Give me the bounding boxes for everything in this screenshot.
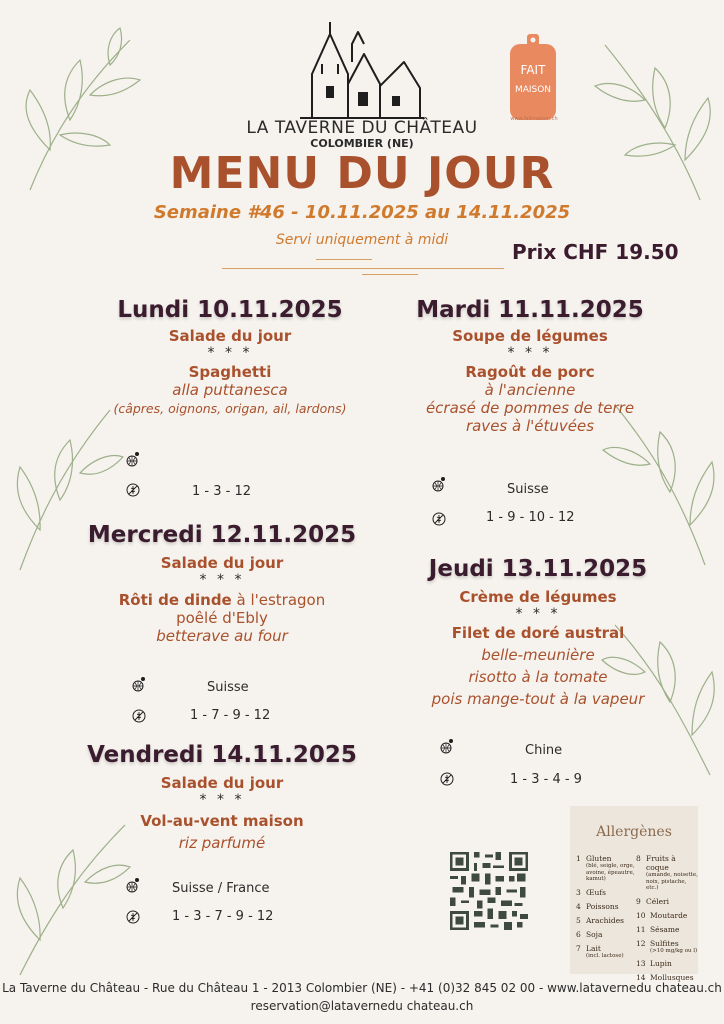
allergen-item xyxy=(636,897,698,906)
dish-detail: raves à l'étuvées xyxy=(465,417,595,435)
allergen-item xyxy=(636,911,698,920)
allergen-icon xyxy=(439,771,455,787)
allergen-num: 3 xyxy=(576,887,581,897)
served-note: Servi uniquement à midi xyxy=(275,232,449,248)
allergen-name: Sésame xyxy=(650,924,680,934)
dish-detail: (câpres, oignons, origan, ail, lardons) xyxy=(113,401,347,416)
globe-pin-icon xyxy=(431,476,447,492)
allergen-num: 7 xyxy=(576,943,581,953)
starter: Soupe de légumes xyxy=(452,327,608,345)
allergen-icon xyxy=(125,909,141,925)
badge-url: www.faitmaison.ch xyxy=(510,116,558,122)
allergen-item xyxy=(576,888,638,897)
allergen-name: Lait xyxy=(586,943,601,953)
day-title: Jeudi 13.11.2025 xyxy=(428,556,648,582)
allergen-name: Céleri xyxy=(646,896,669,906)
allergen-item xyxy=(576,902,638,911)
allergen-entry xyxy=(646,854,698,892)
allergen-icon xyxy=(131,708,147,724)
globe-pin-icon xyxy=(439,738,455,754)
starter: Crème de légumes xyxy=(459,588,617,606)
globe-pin-icon xyxy=(131,676,147,692)
main-dish-line xyxy=(72,590,372,609)
allergen-num: 6 xyxy=(576,929,581,939)
allergen-item xyxy=(576,930,638,939)
main-dish: Rôti de dinde xyxy=(118,591,232,609)
allergen-entry xyxy=(586,854,638,883)
allergen-num: 13 xyxy=(636,959,646,969)
week-range: Semaine #46 - 10.11.2025 au 14.11.2025 xyxy=(153,202,571,223)
dish-detail: poêlé d'Ebly xyxy=(176,609,268,627)
brand-city: COLOMBIER (NE) xyxy=(310,137,414,150)
allergen-num: 14 xyxy=(636,973,646,983)
allergen-item xyxy=(576,854,638,883)
allergen-column-left xyxy=(576,854,638,964)
allergen-item xyxy=(636,939,698,955)
allergen-column-right xyxy=(636,854,698,987)
allergen-detail: (blé, seigle, orge, avoine, épeautre, kamut) xyxy=(586,863,635,883)
day-tuesday xyxy=(380,297,680,435)
day-monday xyxy=(80,297,380,416)
qr-code[interactable] xyxy=(450,852,528,930)
divider-line xyxy=(362,274,418,275)
allergen-num: 11 xyxy=(636,924,646,934)
allergen-name: Arachides xyxy=(586,915,624,925)
allergen-item xyxy=(636,854,698,892)
allergen-item xyxy=(576,944,638,960)
main-dish: Filet de doré austral xyxy=(451,624,625,642)
allergen-icon xyxy=(125,482,141,498)
footer-address: La Taverne du Château - Rue du Château 1 - 2013 Colombier (NE) - +41 (0)32 845 02 00 - www.latavernedu chateau.ch xyxy=(2,981,722,995)
allergen-codes: 1 - 3 - 7 - 9 - 12 xyxy=(172,909,274,924)
allergen-codes: 1 - 3 - 4 - 9 xyxy=(510,772,582,787)
badge-word-fait: FAIT xyxy=(520,63,546,77)
castle-logo xyxy=(292,14,432,120)
origin: Chine xyxy=(525,743,563,758)
allergen-name: Sulfites xyxy=(650,938,679,948)
allergen-entry xyxy=(586,944,624,960)
allergen-num: 1 xyxy=(576,854,581,863)
separator-stars: * * * xyxy=(507,345,553,361)
footer-email[interactable]: reservation@latavernedu chateau.ch xyxy=(250,999,474,1013)
allergen-name: Fruits à coque xyxy=(646,854,676,872)
allergen-codes: 1 - 7 - 9 - 12 xyxy=(190,708,271,723)
allergen-detail: (incl. lactose) xyxy=(586,952,624,959)
origin: Suisse / France xyxy=(172,881,270,896)
separator-stars: * * * xyxy=(199,792,245,808)
allergen-name: Mollusques xyxy=(650,973,694,983)
allergen-codes: 1 - 3 - 12 xyxy=(192,484,251,499)
allergen-num: 9 xyxy=(636,896,641,906)
main-dish: Spaghetti xyxy=(188,363,272,381)
allergen-num: 10 xyxy=(636,910,646,920)
day-title: Mercredi 12.11.2025 xyxy=(87,522,357,548)
allergen-name: Lupin xyxy=(650,959,672,969)
allergen-codes: 1 - 9 - 10 - 12 xyxy=(486,510,575,525)
dish-detail: betterave au four xyxy=(156,627,288,645)
globe-pin-icon xyxy=(125,451,141,467)
divider-line xyxy=(222,268,504,269)
dish-detail: à l'ancienne xyxy=(484,381,576,399)
fait-maison-badge xyxy=(508,34,558,124)
separator-stars: * * * xyxy=(207,345,253,361)
day-title: Vendredi 14.11.2025 xyxy=(87,742,357,768)
separator-stars: * * * xyxy=(199,572,245,588)
allergen-legend xyxy=(570,806,698,983)
starter: Salade du jour xyxy=(160,774,284,792)
allergen-icon xyxy=(431,511,447,527)
allergen-detail: (>10 mg/kg ou l) xyxy=(650,947,698,954)
day-friday xyxy=(72,742,372,852)
main-dish: Ragoût de porc xyxy=(465,363,595,381)
allergen-name: Soja xyxy=(586,929,603,939)
day-thursday xyxy=(388,556,688,708)
allergen-item xyxy=(576,916,638,925)
dish-detail: pois mange-tout à la vapeur xyxy=(431,690,645,708)
dish-detail: écrasé de pommes de terre xyxy=(425,399,635,417)
allergen-detail: (amande, noisette, noix, pistache, etc.) xyxy=(646,872,698,892)
allergen-item xyxy=(636,925,698,934)
day-title: Mardi 11.11.2025 xyxy=(416,297,644,323)
allergen-num: 12 xyxy=(636,938,646,948)
allergen-title: Allergènes xyxy=(596,824,672,840)
menu-title: MENU DU JOUR xyxy=(169,148,555,199)
dish-detail: risotto à la tomate xyxy=(468,668,608,686)
price: Prix CHF 19.50 xyxy=(512,240,679,264)
allergen-name: Poissons xyxy=(586,901,619,911)
origin: Suisse xyxy=(507,482,549,497)
badge-word-maison: MAISON xyxy=(514,85,552,95)
dish-detail: alla puttanesca xyxy=(172,381,288,399)
allergen-num: 5 xyxy=(576,915,581,925)
separator-stars: * * * xyxy=(515,606,561,622)
allergen-item xyxy=(636,959,698,968)
allergen-name: Moutarde xyxy=(650,910,688,920)
starter: Salade du jour xyxy=(168,327,292,345)
day-title: Lundi 10.11.2025 xyxy=(117,297,343,323)
main-dish: Vol-au-vent maison xyxy=(140,812,304,830)
globe-pin-icon xyxy=(125,877,141,893)
starter: Salade du jour xyxy=(160,554,284,572)
allergen-entry xyxy=(650,939,697,955)
allergen-num: 8 xyxy=(636,854,641,863)
origin: Suisse xyxy=(207,680,249,695)
allergen-name: Gluten xyxy=(586,854,612,863)
allergen-name: Œufs xyxy=(586,887,606,897)
dish-detail: riz parfumé xyxy=(178,834,266,852)
day-wednesday xyxy=(72,522,372,645)
brand-name: LA TAVERNE DU CHÂTEAU xyxy=(246,118,478,138)
dish-detail: belle-meunière xyxy=(481,646,595,664)
divider-line xyxy=(316,259,372,260)
main-dish-suffix: à l'estragon xyxy=(231,591,326,609)
allergen-num: 4 xyxy=(576,901,581,911)
